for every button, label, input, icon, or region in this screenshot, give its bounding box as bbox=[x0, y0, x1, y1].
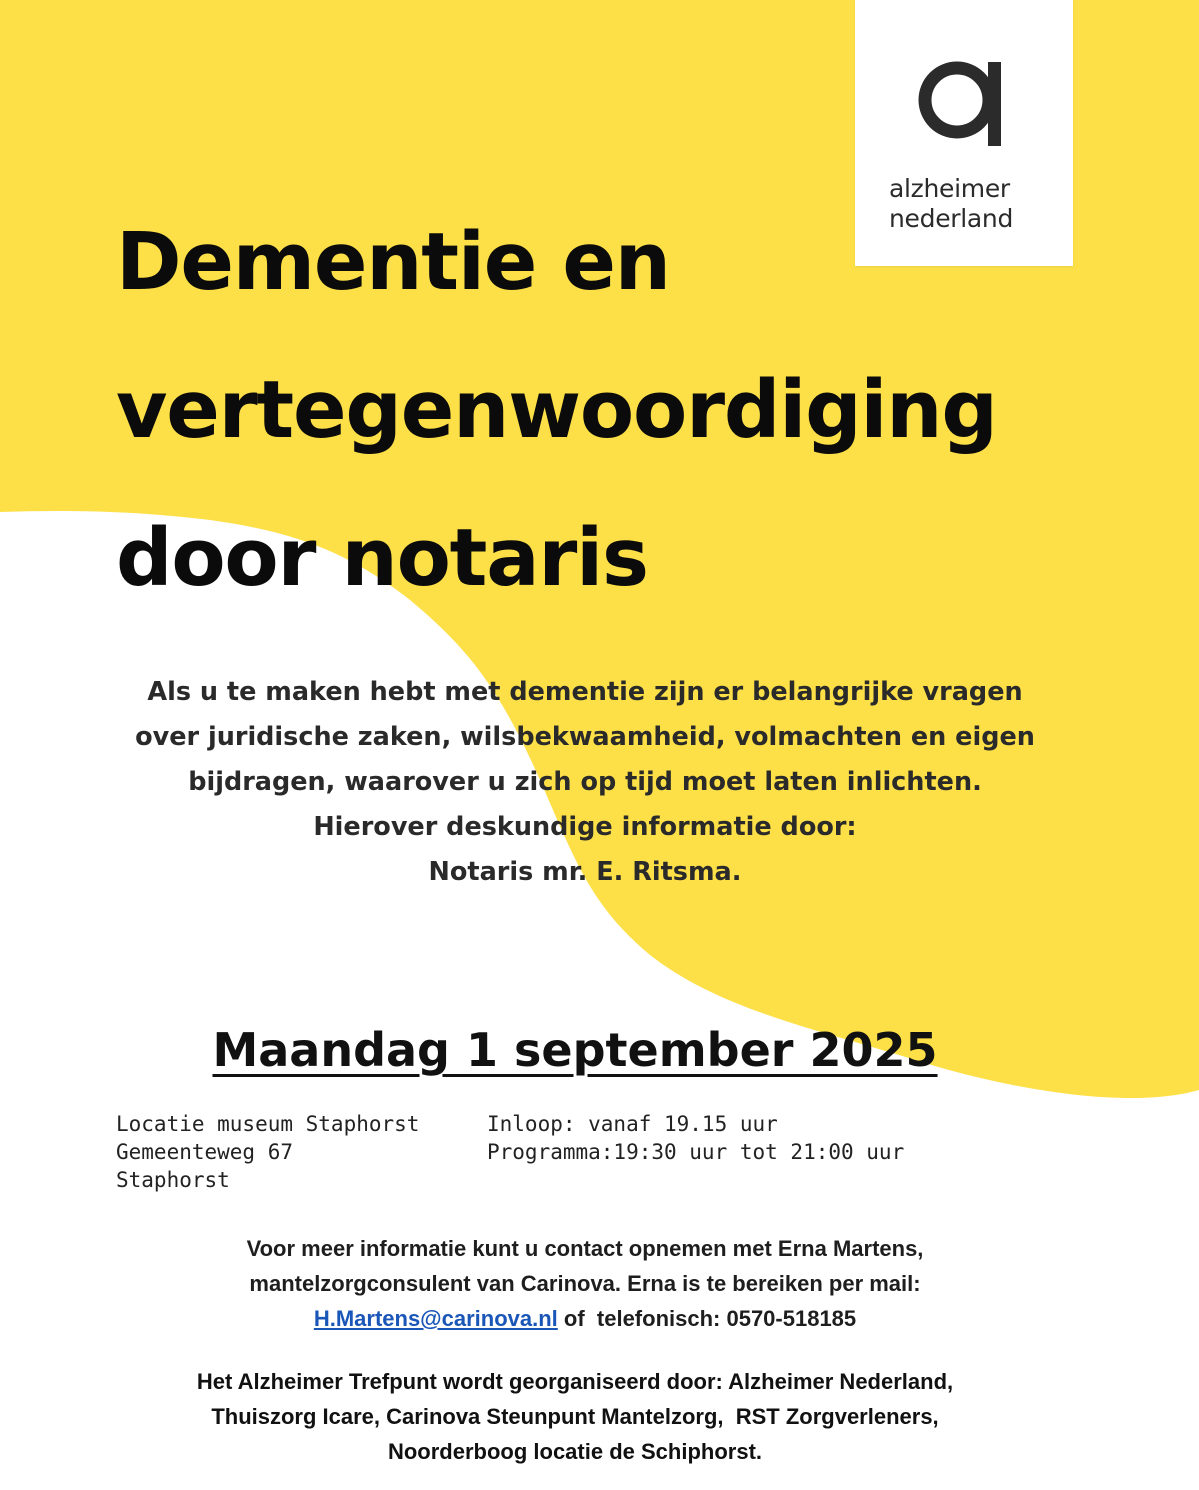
event-date bbox=[120, 1020, 1030, 1080]
title-line-2: vertegenwoordiging bbox=[116, 364, 997, 456]
schedule-line-2: Programma:19:30 uur tot 21:00 uur bbox=[487, 1140, 905, 1164]
location-line-1: Locatie museum Staphorst bbox=[116, 1112, 420, 1136]
logo-line-1: alzheimer bbox=[889, 174, 1010, 203]
organizers-line-3: Noorderboog locatie de Schiphorst. bbox=[387, 1439, 763, 1464]
alzheimer-a-logo-icon bbox=[916, 56, 1012, 152]
intro-line-2: over juridische zaken, wilsbekwaamheid, volmachten en eigen bbox=[135, 722, 1035, 752]
schedule-line-1: Inloop: vanaf 19.15 uur bbox=[487, 1112, 778, 1136]
intro-line-4: Hierover deskundige informatie door: bbox=[313, 812, 857, 842]
logo-line-2: nederland bbox=[889, 204, 1014, 233]
event-date-text: Maandag 1 september 2025 bbox=[212, 1023, 938, 1077]
organizers-info bbox=[60, 1364, 1090, 1469]
event-location bbox=[116, 1110, 476, 1194]
organizers-line-1: Het Alzheimer Trefpunt wordt georganiseerd door: Alzheimer Nederland, bbox=[196, 1369, 954, 1394]
contact-line-3 bbox=[80, 1301, 1090, 1336]
contact-line-2: mantelzorgconsulent van Carinova. Erna is te bereiken per mail: bbox=[249, 1271, 921, 1296]
intro-line-3: bijdragen, waarover u zich op tijd moet laten inlichten. bbox=[188, 767, 982, 797]
intro-line-1: Als u te maken hebt met dementie zijn er belangrijke vragen bbox=[147, 677, 1023, 707]
intro-line-5: Notaris mr. E. Ritsma. bbox=[428, 857, 742, 887]
phone-text: of telefonisch: 0570-518185 bbox=[557, 1306, 857, 1331]
contact-line-1: Voor meer informatie kunt u contact opnemen met Erna Martens, bbox=[246, 1236, 924, 1261]
location-line-2: Gemeenteweg 67 bbox=[116, 1140, 294, 1164]
contact-info bbox=[80, 1231, 1090, 1336]
organizers-line-2: Thuiszorg Icare, Carinova Steunpunt Mantelzorg, RST Zorgverleners, bbox=[211, 1404, 939, 1429]
title-line-3: door notaris bbox=[116, 512, 648, 604]
location-line-3: Staphorst bbox=[116, 1168, 230, 1192]
logo-wordmark bbox=[889, 174, 1059, 234]
intro-paragraph bbox=[90, 670, 1080, 895]
event-schedule bbox=[487, 1110, 1027, 1166]
email-link[interactable]: H.Martens@carinova.nl bbox=[313, 1306, 558, 1331]
title-line-1: Dementie en bbox=[116, 216, 670, 308]
alzheimer-nederland-logo bbox=[855, 0, 1073, 266]
